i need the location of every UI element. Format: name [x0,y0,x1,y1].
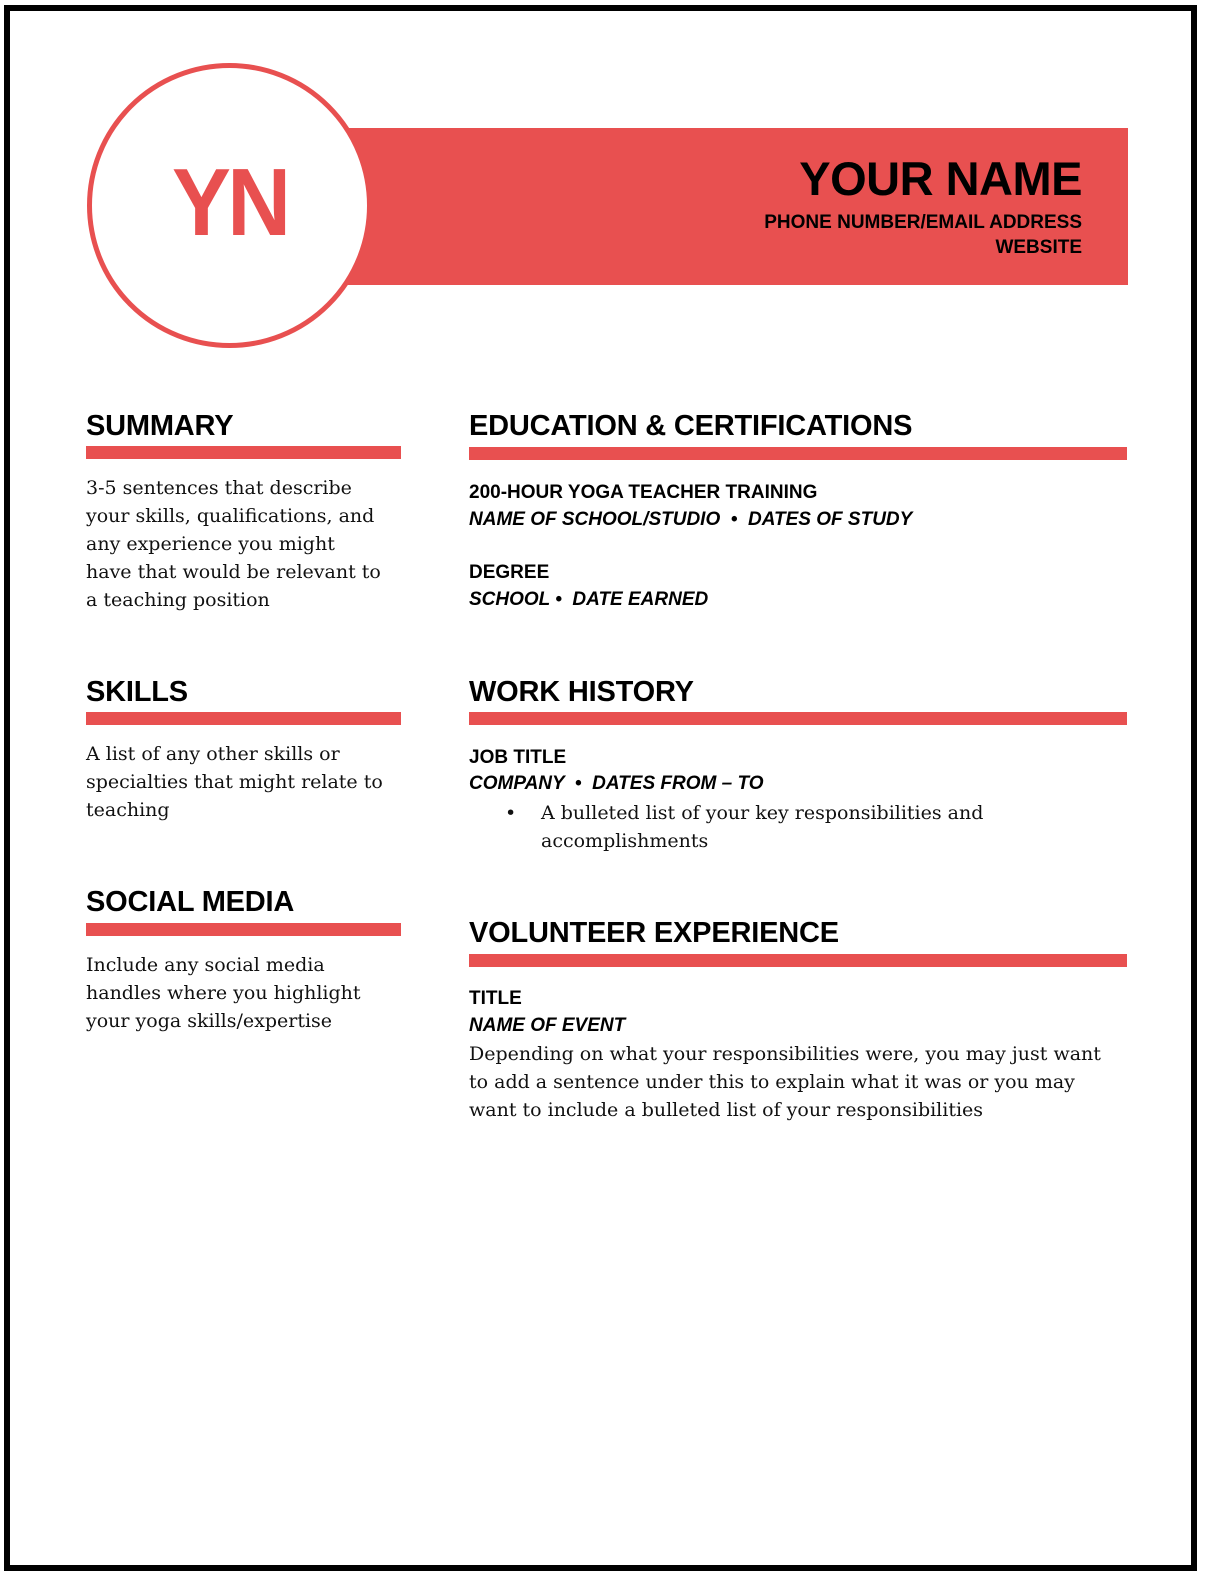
social-line: your yoga skills/expertise [86,1010,333,1032]
education-rule [469,447,1127,460]
skills-line: A list of any other skills or [86,743,340,765]
summary-line: any experience you might [86,533,335,555]
skills-line: teaching [86,799,170,821]
your-name: YOUR NAME [799,152,1082,205]
social-line: handles where you highlight [86,982,361,1004]
monogram-initials: YN [171,148,288,256]
volunteer-rule [469,954,1127,967]
summary-text [86,474,416,614]
skills-line: specialties that might relate to [86,771,383,793]
volunteer-line: want to include a bulleted list of your responsibilities [469,1099,984,1121]
education-entry-title: 200-HOUR YOGA TEACHER TRAINING [469,482,818,503]
volunteer-heading: VOLUNTEER EXPERIENCE [469,917,839,949]
skills-text [86,740,416,824]
contact-line: PHONE NUMBER/EMAIL ADDRESS [764,212,1082,233]
social-media-rule [86,923,401,936]
summary-line: have that would be relevant to [86,561,381,583]
education-entry-sub: NAME OF SCHOOL/STUDIO • DATES OF STUDY [469,509,913,530]
summary-line: a teaching position [86,589,270,611]
skills-heading: SKILLS [86,676,188,708]
volunteer-event-name: NAME OF EVENT [469,1015,626,1036]
degree-title: DEGREE [469,562,550,583]
social-media-heading: SOCIAL MEDIA [86,886,295,918]
summary-rule [86,446,401,459]
volunteer-entry-title: TITLE [469,988,522,1009]
job-company-dates: COMPANY • DATES FROM – TO [469,773,764,794]
work-history-heading: WORK HISTORY [469,676,694,708]
bullet-line: accomplishments [541,830,709,852]
skills-rule [86,712,401,725]
name-block [764,150,1082,260]
social-line: Include any social media [86,954,325,976]
monogram-circle [87,63,372,348]
list-item [469,799,1129,855]
website-line: WEBSITE [995,237,1082,258]
summary-line: your skills, qualifications, and [86,505,375,527]
job-title: JOB TITLE [469,747,567,768]
summary-heading: SUMMARY [86,410,234,442]
volunteer-line: to add a sentence under this to explain what it was or you may [469,1071,1075,1093]
responsibilities-list [469,799,1129,855]
bullet-line: A bulleted list of your key responsibilities and [541,802,984,824]
volunteer-line: Depending on what your responsibilities were, you may just want [469,1043,1101,1065]
work-history-rule [469,712,1127,725]
degree-sub: SCHOOL • DATE EARNED [469,589,709,610]
summary-line: 3-5 sentences that describe [86,477,352,499]
social-media-text [86,951,416,1035]
education-heading: EDUCATION & CERTIFICATIONS [469,410,913,442]
bullet-icon: • [505,802,517,824]
volunteer-description [469,1040,1139,1124]
